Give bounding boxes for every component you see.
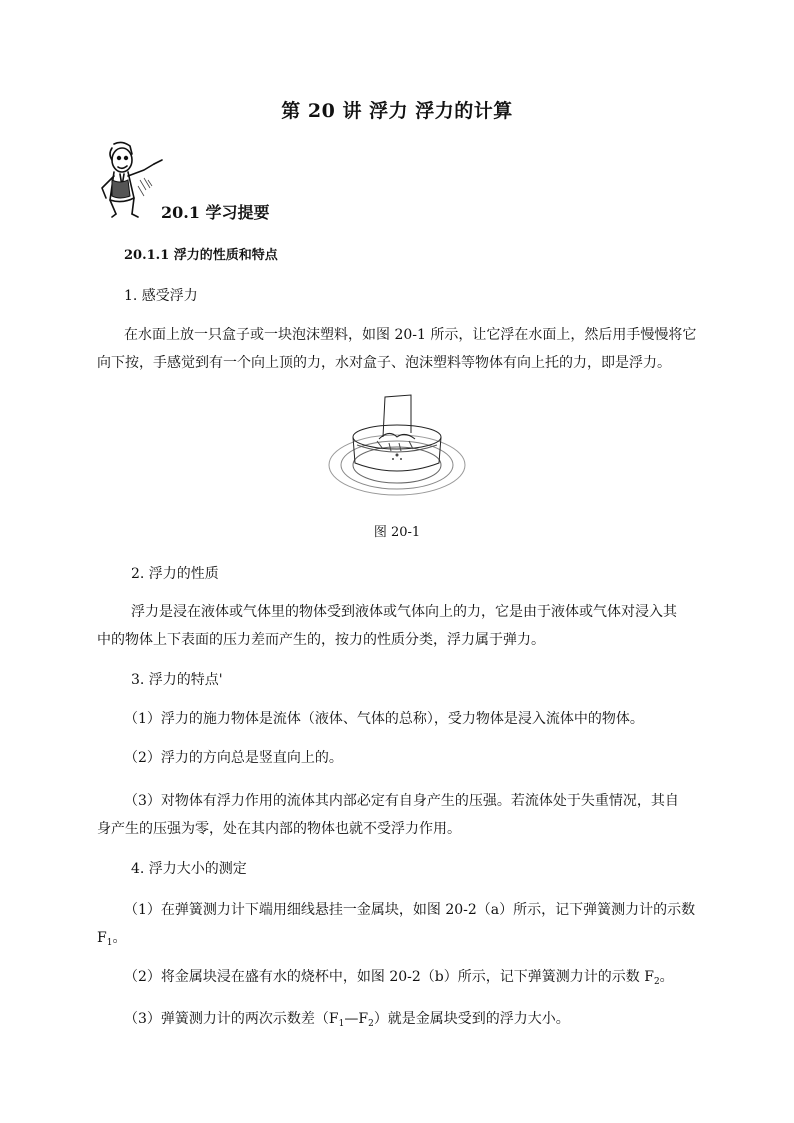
item-4-step-1-line-2: $F_1$。 <box>97 930 127 948</box>
item-3-point-3-line-1: （3）对物体有浮力作用的流体其内部必定有自身产生的压强。若流体处于失重情况，其自 <box>124 793 679 809</box>
figure-caption: 图 20-1 <box>373 525 421 540</box>
item-3-point-3-line-2: 身产生的压强为零，处在其内部的物体也就不受浮力作用。 <box>97 821 461 837</box>
item-4-step-2: （2）将金属块浸在盛有水的烧杯中，如图 20-2（b）所示，记下弹簧测力计的示数 $F_2$。 <box>124 969 674 987</box>
item-2-paragraph-line-1: 浮力是浸在液体或气体里的物体受到液体或气体向上的力，它是由于液体或气体对浸入其 <box>131 604 677 620</box>
item-2-heading: 2. 浮力的性质 <box>131 566 219 582</box>
page-title: 第 20 讲 浮力 浮力的计算 <box>281 100 513 122</box>
item-1-paragraph-line-1: 在水面上放一只盒子或一块泡沫塑料，如图 20-1 所示，让它浮在水面上，然后用手慢慢将它 <box>124 327 697 343</box>
hand-pressing-box-in-water-illustration <box>327 393 467 503</box>
pointing-teacher-icon <box>92 140 164 218</box>
section-heading: 20.1 学习提要 <box>161 203 270 222</box>
item-3-point-2: （2）浮力的方向总是竖直向上的。 <box>124 750 343 766</box>
item-3-point-1: （1）浮力的施力物体是流体（液体、气体的总称），受力物体是浸入流体中的物体。 <box>124 711 644 727</box>
item-4-step-1-line-1: （1）在弹簧测力计下端用细线悬挂一金属块，如图 20-2（a）所示，记下弹簧测力计的示数 <box>124 902 696 918</box>
item-2-paragraph-line-2: 中的物体上下表面的压力差而产生的，按力的性质分类，浮力属于弹力。 <box>97 632 545 648</box>
item-3-heading: 3. 浮力的特点' <box>131 672 223 688</box>
item-1-heading: 1. 感受浮力 <box>124 288 198 304</box>
item-4-heading: 4. 浮力大小的测定 <box>131 861 247 877</box>
item-4-step-3: （3）弹簧测力计的两次示数差$(F_1—F_2)$就是金属块受到的浮力大小。 <box>124 1011 570 1029</box>
item-1-paragraph-line-2: 向下按，手感觉到有一个向上顶的力，水对盒子、泡沫塑料等物体有向上托的力，即是浮力。 <box>97 355 671 371</box>
subsection-heading: 20.1.1 浮力的性质和特点 <box>124 248 278 263</box>
